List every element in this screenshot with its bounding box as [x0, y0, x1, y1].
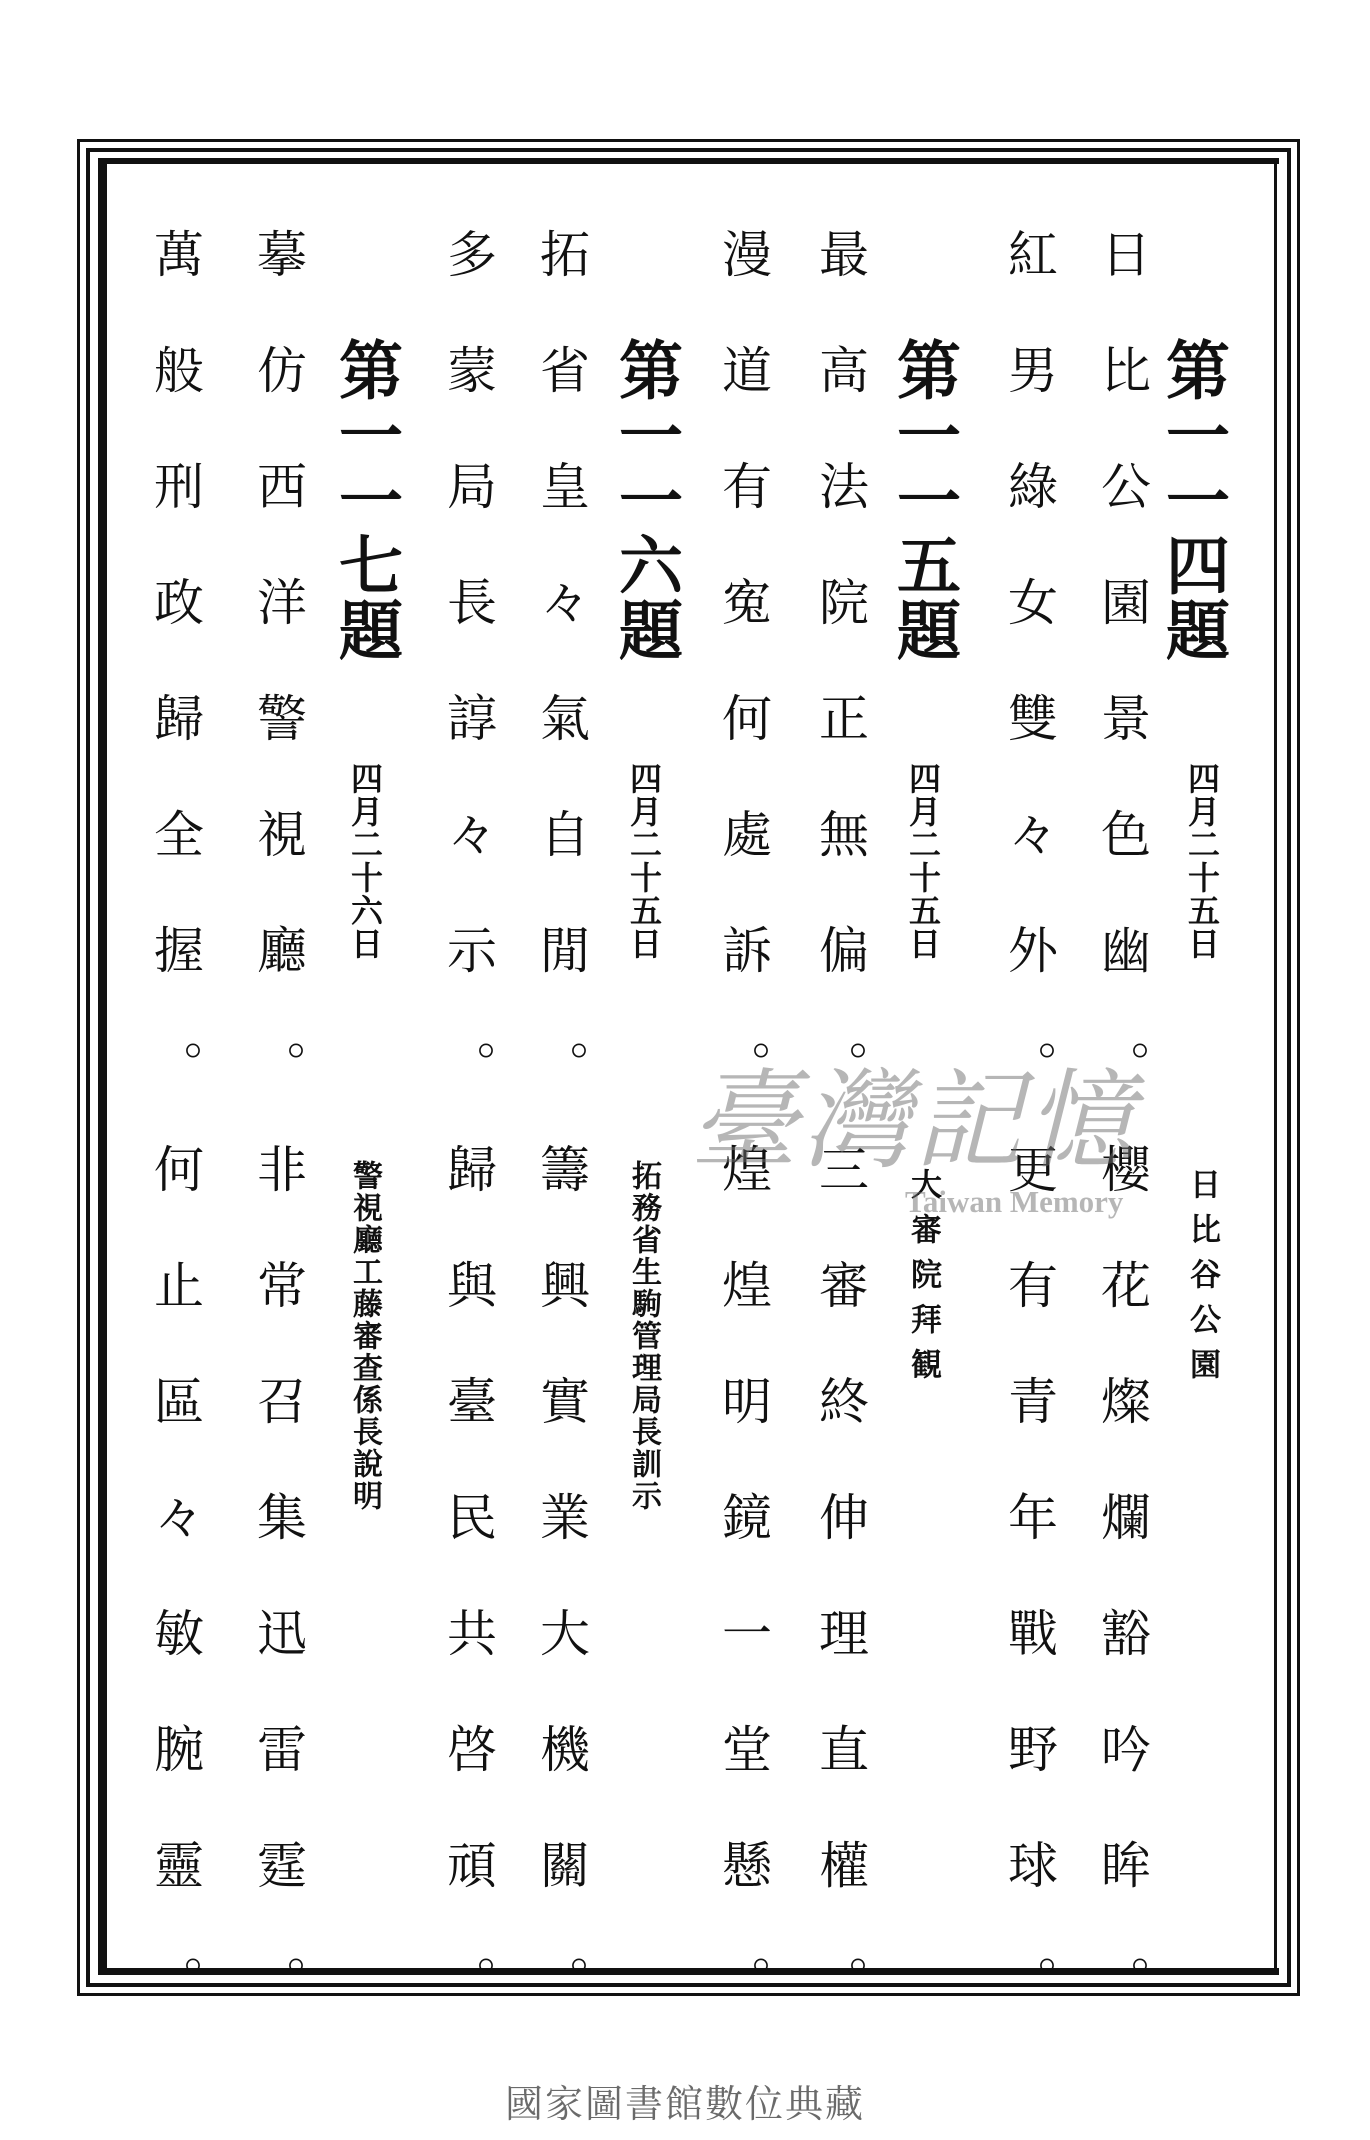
footer-caption: 國家圖書館數位典藏: [504, 2082, 865, 2126]
poem-116-line-2: 煌煌明鏡一堂懸。: [714, 1143, 772, 2071]
poem-114-line-2: 櫻花燦爛豁吟眸。: [1093, 1143, 1151, 2071]
poem-115-line-3: 最高法院正無偏。: [811, 228, 869, 1156]
poem-117-occasion: 警視廳工藤審查係長說明: [347, 1160, 382, 1512]
frame-left-rule: [98, 160, 107, 1975]
poem-116-line-3: 拓省皇々氣自閒。: [532, 228, 590, 1156]
poem-115-line-2: 更有青年戰野球。: [1000, 1143, 1058, 2071]
frame-top-rule: [98, 158, 1279, 164]
poem-114-date: 四月二十五日: [1183, 762, 1221, 960]
poem-115-line-1: 紅男綠女雙々外。: [1000, 228, 1058, 1156]
poem-117-line-3: 萬般刑政歸全握。: [146, 228, 204, 1156]
poem-115-title: 第一一五題: [886, 337, 961, 662]
frame-right-rule: [1274, 160, 1277, 1975]
poem-115-occasion: 大審院拜観: [905, 1168, 941, 1393]
poem-116-date: 四月二十五日: [625, 762, 663, 960]
poem-114-line-1: 日比公園景色幽。: [1093, 228, 1151, 1156]
poem-116-line-5: 多蒙局長諄々示。: [439, 228, 497, 1156]
poem-117-title: 第一一七題: [328, 337, 403, 662]
poem-114-occasion: 日比谷公園: [1184, 1168, 1220, 1393]
poem-117-line-2: 非常召集迅雷霆。: [249, 1143, 307, 2071]
poem-115-line-4: 三審終伸理直權。: [811, 1143, 869, 2071]
poem-114-title: 第一一四題: [1155, 337, 1230, 662]
poem-116-occasion: 拓務省生駒管理局長訓示: [626, 1160, 661, 1512]
poem-116-line-6: 歸與臺民共啓頑。: [439, 1143, 497, 2071]
poem-116-line-1: 漫道有寃何處訴。: [714, 228, 772, 1156]
watermark-title: 臺灣記憶: [690, 1059, 1139, 1184]
poem-117-line-4: 何止區々敏腕靈。: [146, 1143, 204, 2071]
poem-115-date: 四月二十五日: [904, 762, 942, 960]
poem-117-line-1: 摹仿西洋警視廳。: [249, 228, 307, 1156]
watermark-subtitle: Taiwan Memory: [905, 1184, 1124, 1219]
poem-117-date: 四月二十六日: [346, 762, 384, 960]
poem-116-line-4: 籌興實業大機關。: [532, 1143, 590, 2071]
poem-116-title: 第一一六題: [608, 337, 683, 662]
taiwan-memory-watermark: [690, 1059, 1160, 1258]
